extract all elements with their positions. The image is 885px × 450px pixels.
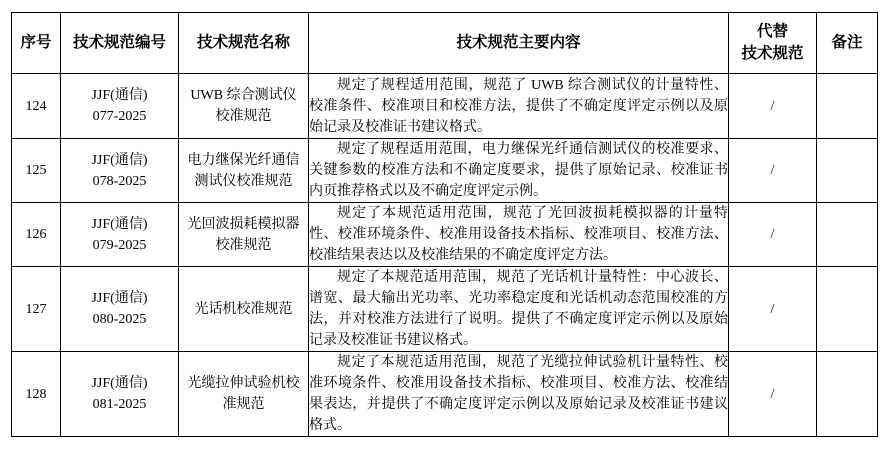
cell-replaces: / bbox=[729, 203, 817, 267]
cell-index: 128 bbox=[12, 352, 61, 437]
code-number: 077-2025 bbox=[92, 109, 147, 124]
cell-remarks bbox=[817, 139, 878, 203]
name-line: 电力继保光纤通信 bbox=[187, 152, 300, 168]
content-line: 性、校准环境条件、校准用设备技术指标、校准项目、校准方法、 bbox=[309, 227, 728, 242]
cell-name bbox=[179, 74, 309, 139]
content-line: 关键参数的校准方法和不确定度要求，提供了原始记录、校准证书 bbox=[309, 163, 728, 178]
name-line: UWB 综合测试仪 bbox=[190, 88, 297, 103]
content-line: 准环境条件、校准用设备技术指标、校准项目、校准方法、校准结 bbox=[309, 376, 728, 391]
cell-replaces: / bbox=[729, 352, 817, 437]
cell-code bbox=[61, 203, 179, 267]
table-row bbox=[12, 203, 878, 267]
code-prefix: JJF(通信) bbox=[91, 216, 148, 232]
cell-name bbox=[179, 203, 309, 267]
code-number: 081-2025 bbox=[92, 397, 147, 412]
content-line: 始记录及校准证书建议格式。 bbox=[309, 119, 491, 135]
cell-index: 126 bbox=[12, 203, 61, 267]
header-replaces-line: 代替 bbox=[756, 23, 788, 40]
cell-name bbox=[179, 139, 309, 203]
cell-code bbox=[61, 352, 179, 437]
cell-code bbox=[61, 74, 179, 139]
content-line: 格式。 bbox=[309, 418, 351, 433]
content-line: 记录及校准证书建议格式。 bbox=[309, 333, 477, 348]
content-line: 规定了本规范适用范围，规范了光话机计量特性：中心波长、 bbox=[337, 270, 728, 285]
content-line: 谱宽、最大输出光功率、光功率稳定度和光话机动态范围校准的方 bbox=[309, 291, 728, 306]
content-line: 内页推荐格式以及不确定度评定示例。 bbox=[309, 184, 547, 199]
code-prefix: JJF(通信) bbox=[91, 152, 148, 168]
header-name: 技术规范名称 bbox=[179, 13, 309, 74]
cell-content bbox=[309, 267, 729, 352]
name-line: 光回波损耗模拟器 bbox=[187, 216, 300, 232]
name-line: 校准规范 bbox=[215, 109, 272, 124]
table-row bbox=[12, 267, 878, 352]
name-line: 光话机校准规范 bbox=[194, 301, 293, 317]
cell-code bbox=[61, 139, 179, 203]
name-line: 校准规范 bbox=[215, 237, 272, 253]
table-row bbox=[12, 352, 878, 437]
content-line: 规定了本规范适用范围，规范了光缆拉伸试验机计量特性、校 bbox=[337, 355, 728, 370]
code-number: 079-2025 bbox=[92, 237, 147, 253]
table-row bbox=[12, 74, 878, 139]
cell-index: 124 bbox=[12, 74, 61, 139]
header-remarks: 备注 bbox=[817, 13, 878, 74]
code-prefix: JJF(通信) bbox=[91, 88, 148, 103]
header-index: 序号 bbox=[12, 13, 61, 74]
cell-replaces: / bbox=[729, 139, 817, 203]
header-replaces-line: 技术规范 bbox=[741, 45, 804, 62]
name-line: 光缆拉伸试验机校 bbox=[187, 376, 300, 391]
cell-name bbox=[179, 352, 309, 437]
table-row bbox=[12, 139, 878, 203]
code-number: 078-2025 bbox=[92, 173, 147, 189]
name-line: 测试仪校准规范 bbox=[194, 173, 293, 189]
cell-remarks bbox=[817, 74, 878, 139]
spec-table bbox=[11, 12, 878, 437]
cell-content bbox=[309, 139, 729, 203]
content-line: 规定了本规范适用范围，规范了光回波损耗模拟器的计量特 bbox=[337, 206, 728, 221]
cell-content bbox=[309, 352, 729, 437]
content-line: 校准结果表达以及校准结果的不确定度评定方法。 bbox=[309, 248, 617, 263]
code-prefix: JJF(通信) bbox=[91, 291, 148, 306]
header-row bbox=[12, 13, 878, 74]
content-line: 果表达，并提供了不确定度评定示例以及原始记录及校准证书建议 bbox=[309, 397, 728, 412]
cell-replaces: / bbox=[729, 267, 817, 352]
cell-code bbox=[61, 267, 179, 352]
header-code: 技术规范编号 bbox=[61, 13, 179, 74]
cell-content bbox=[309, 203, 729, 267]
cell-index: 125 bbox=[12, 139, 61, 203]
content-line: 法，并对校准方法进行了说明。提供了不确定度评定示例以及原始 bbox=[309, 312, 728, 327]
name-line: 准规范 bbox=[222, 397, 265, 412]
cell-name bbox=[179, 267, 309, 352]
cell-remarks bbox=[817, 267, 878, 352]
content-line: 规定了规程适用范围，电力继保光纤通信测试仪的校准要求、 bbox=[337, 142, 728, 157]
header-replaces bbox=[729, 13, 817, 74]
content-line: 规定了规程适用范围，规范了 UWB 综合测试仪的计量特性、 bbox=[337, 77, 728, 93]
content-line: 校准条件、校准项目和校准方法，提供了不确定度评定示例以及原 bbox=[309, 98, 728, 114]
code-prefix: JJF(通信) bbox=[91, 376, 148, 391]
cell-remarks bbox=[817, 203, 878, 267]
cell-replaces: / bbox=[729, 74, 817, 139]
cell-content bbox=[309, 74, 729, 139]
code-number: 080-2025 bbox=[92, 312, 147, 327]
cell-index: 127 bbox=[12, 267, 61, 352]
cell-remarks bbox=[817, 352, 878, 437]
header-content: 技术规范主要内容 bbox=[309, 13, 729, 74]
